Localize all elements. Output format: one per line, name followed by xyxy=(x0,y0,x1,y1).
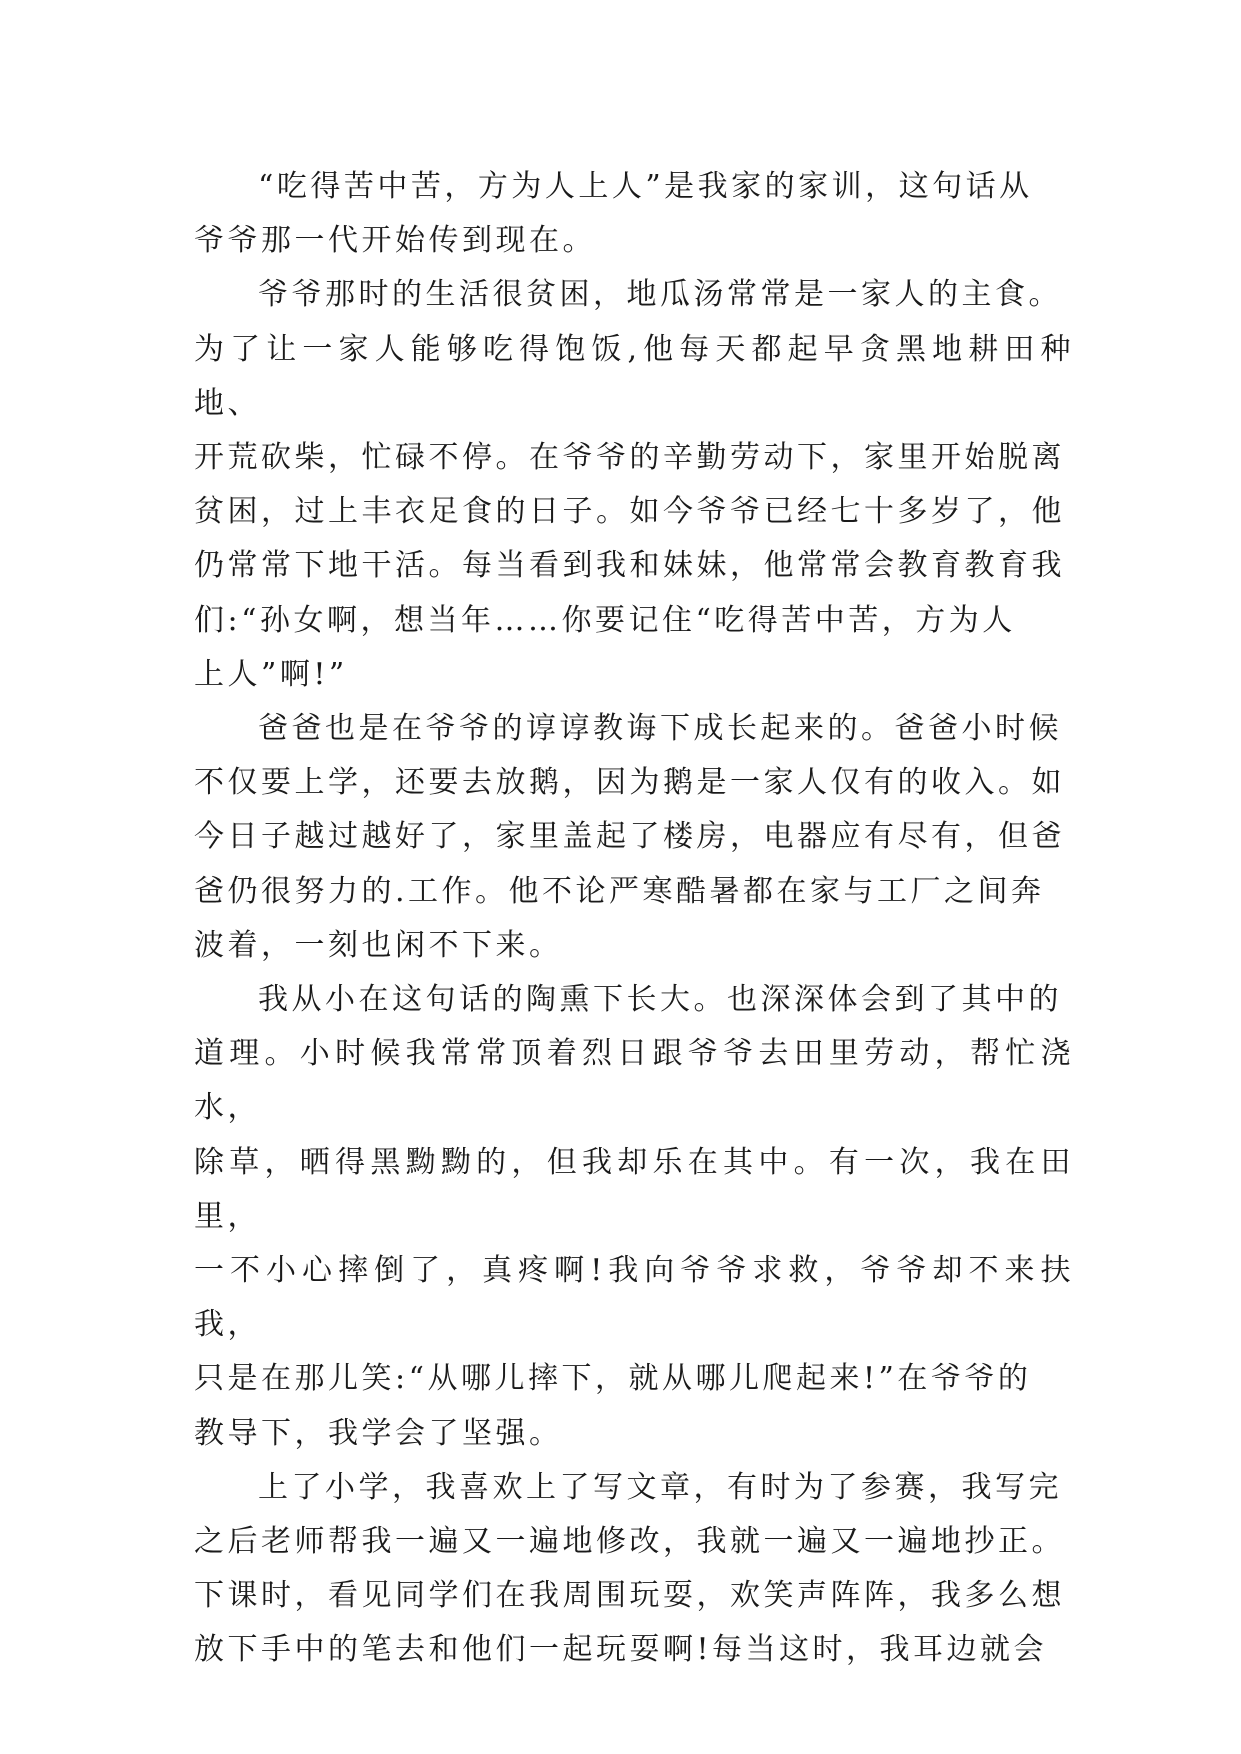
text-line: 今日子越过越好了，家里盖起了楼房，电器应有尽有，但爸 xyxy=(194,819,1065,855)
text-line: 上了小学，我喜欢上了写文章，有时为了参赛，我写完 xyxy=(258,1469,1062,1505)
paragraph-grandfather xyxy=(194,268,1074,702)
text-line: 除草，晒得黑黝黝的，但我却乐在其中。有一次，我在田里， xyxy=(194,1144,1074,1234)
text-line: 之后老师帮我一遍又一遍地修改，我就一遍又一遍地抄正。 xyxy=(194,1524,1065,1560)
text-line: “吃得苦中苦，方为人上人”是我家的家训，这句话从 xyxy=(258,169,1033,204)
text-line: 们:“孙女啊，想当年……你要记住“吃得苦中苦，方为人 xyxy=(194,602,1016,638)
text-line: 只是在那儿笑:“从哪儿摔下，就从哪儿爬起来!”在爷爷的 xyxy=(194,1361,1032,1397)
text-line: 上人”啊!” xyxy=(194,656,348,692)
text-line: 我从小在这句话的陶熏下长大。也深深体会到了其中的 xyxy=(258,982,1062,1018)
text-line: 放下手中的笔去和他们一起玩耍啊!每当这时，我耳边就会 xyxy=(194,1632,1048,1668)
text-line: 教导下，我学会了坚强。 xyxy=(194,1415,563,1451)
text-line: 为了让一家人能够吃得饱饭,他每天都起早贪黑地耕田种地、 xyxy=(194,331,1074,421)
paragraph-childhood xyxy=(194,973,1074,1461)
text-line: 不仅要上学，还要去放鹅，因为鹅是一家人仅有的收入。如 xyxy=(194,765,1065,801)
paragraph-school xyxy=(194,1461,1074,1678)
document-body xyxy=(194,160,1074,1678)
text-line: 爸仍很努力的.工作。他不论严寒酷暑都在家与工厂之间奔 xyxy=(194,873,1045,909)
text-line: 道理。小时候我常常顶着烈日跟爷爷去田里劳动，帮忙浇水， xyxy=(194,1036,1074,1126)
paragraph-father xyxy=(194,702,1074,973)
text-line: 爷爷那一代开始传到现在。 xyxy=(194,223,596,259)
text-line: 爸爸也是在爷爷的谆谆教诲下成长起来的。爸爸小时候 xyxy=(258,711,1062,747)
text-line: 一不小心摔倒了，真疼啊!我向爷爷求救，爷爷却不来扶我， xyxy=(194,1253,1074,1343)
text-line: 爷爷那时的生活很贫困，地瓜汤常常是一家人的主食。 xyxy=(258,277,1062,313)
text-line: 波着，一刻也闲不下来。 xyxy=(194,927,563,963)
paragraph-family-motto xyxy=(194,160,1074,268)
text-line: 开荒砍柴，忙碌不停。在爷爷的辛勤劳动下，家里开始脱离 xyxy=(194,440,1065,476)
text-line: 下课时，看见同学们在我周围玩耍，欢笑声阵阵，我多么想 xyxy=(194,1578,1065,1614)
text-line: 仍常常下地干活。每当看到我和妹妹，他常常会教育教育我 xyxy=(194,548,1065,584)
text-line: 贫困，过上丰衣足食的日子。如今爷爷已经七十多岁了，他 xyxy=(194,494,1065,530)
